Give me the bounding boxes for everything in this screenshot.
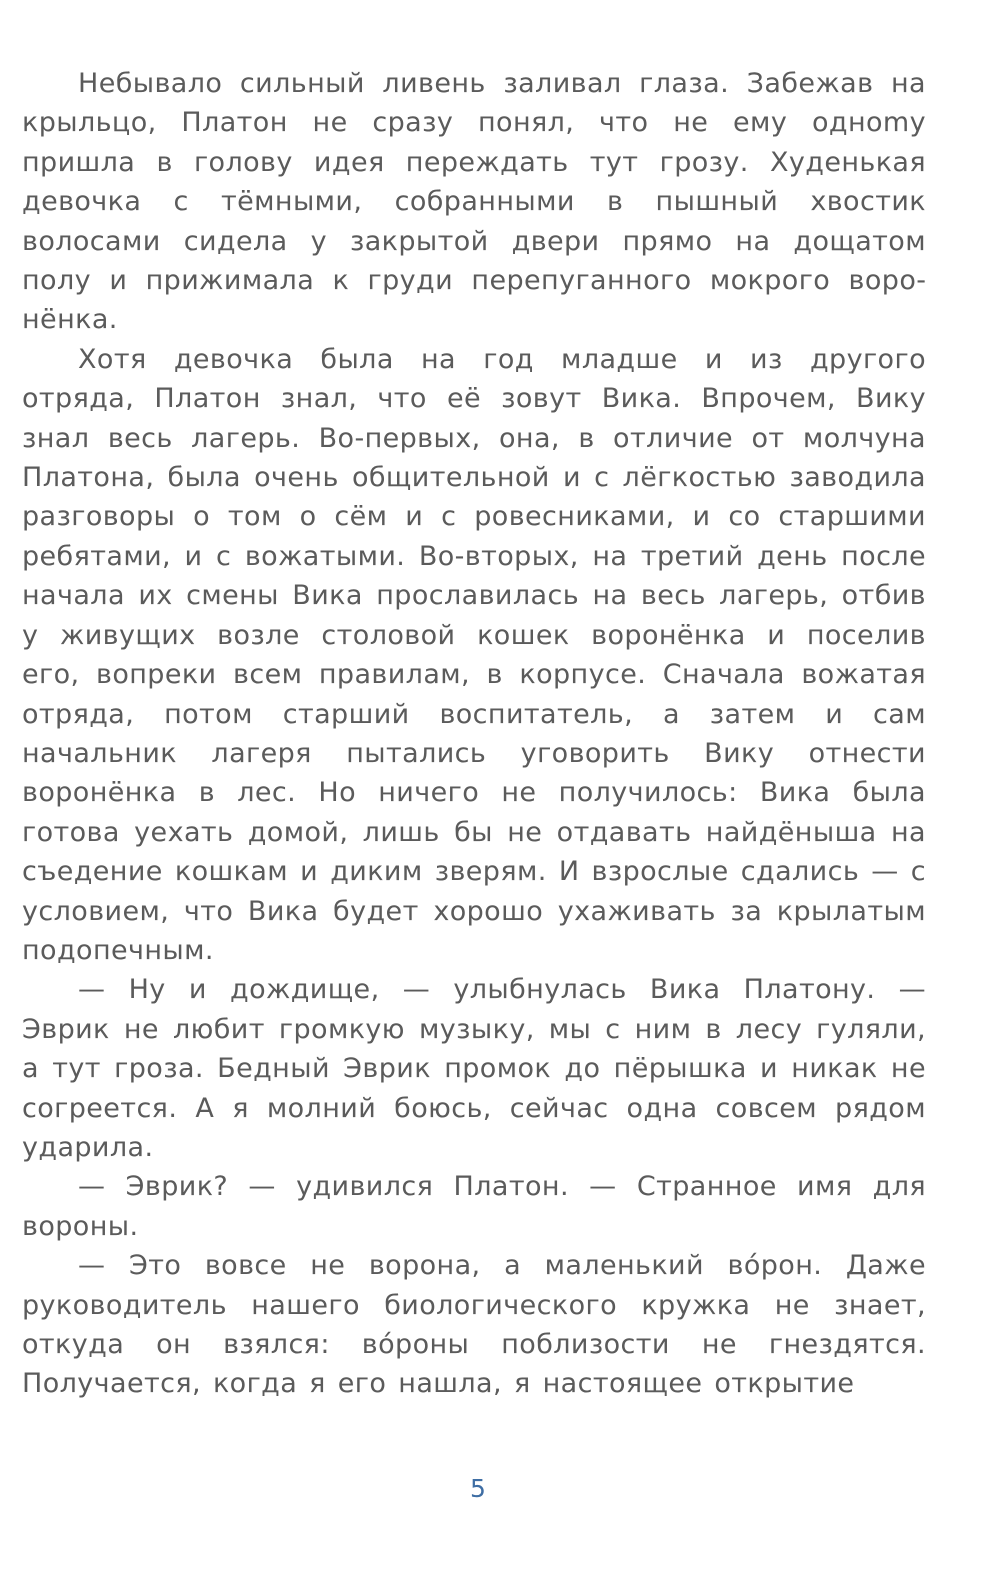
paragraph-3: — Ну и дождище, — улыбнулась Вика Платону. — Эврик не любит громкую музыку, мы с ним в лесу гуляли, а тут гроза. Бедный Эврик промок до пёрышка и никак не согреется. А я молний боюсь, сейчас одна совсем рядом ударила. — [22, 974, 926, 1163]
paragraph-4: — Эврик? — удивился Платон. — Странное имя для вороны. — [22, 1171, 926, 1242]
paragraph-2: Хотя девочка была на год младше и из другого отряда, Платон знал, что её зовут Вика. Впрочем, Вику знал весь лагерь. Во-первых, она, в отличие от молчуна Платона, была очень общительной и с лёгкостью заводила разговоры о том о сём и с ровесниками, и со старшими ребятами, и с вожатыми. Во-вторых, на третий день после начала их смены Вика прославилась на весь лагерь, отбив у живущих возле столовой кошек воронёнка и поселив его, вопреки всем правилам, в корпусе. Сначала вожатая отряда, потом старший воспитатель, а затем и сам начальник лагеря пытались уговорить Вику отнести воронёнка в лес. Но ничего не получилось: Вика была готова уехать домой, лишь бы не отдавать найдёныша на съедение кошкам и диким зверям. И взрослые сдались — с условием, что Вика будет хорошо ухаживать за крылатым подопечным. — [22, 343, 926, 966]
page-number: 5 — [470, 1474, 486, 1503]
paragraph-5: — Это вовсе не ворона, а маленький вóрон. Даже руководитель нашего биологического кружка не знает, откуда он взялся: вóроны поблизости не гнездятся. Получается, когда я его нашла, я настоящее открытие — [22, 1250, 926, 1400]
page-text — [22, 64, 926, 1464]
paragraph-1: Небывало сильный ливень заливал глаза. Забежав на крыльцо, Платон не сразу понял, что не ему одноmу пришла в голову идея переждать тут грозу. Худенькая девочка с тёмными, собранными в пышный хвостик волосами сидела у закрытой двери прямо на дощатом полу и прижимала к груди перепуганного мокрого воронёнка. — [22, 68, 926, 336]
